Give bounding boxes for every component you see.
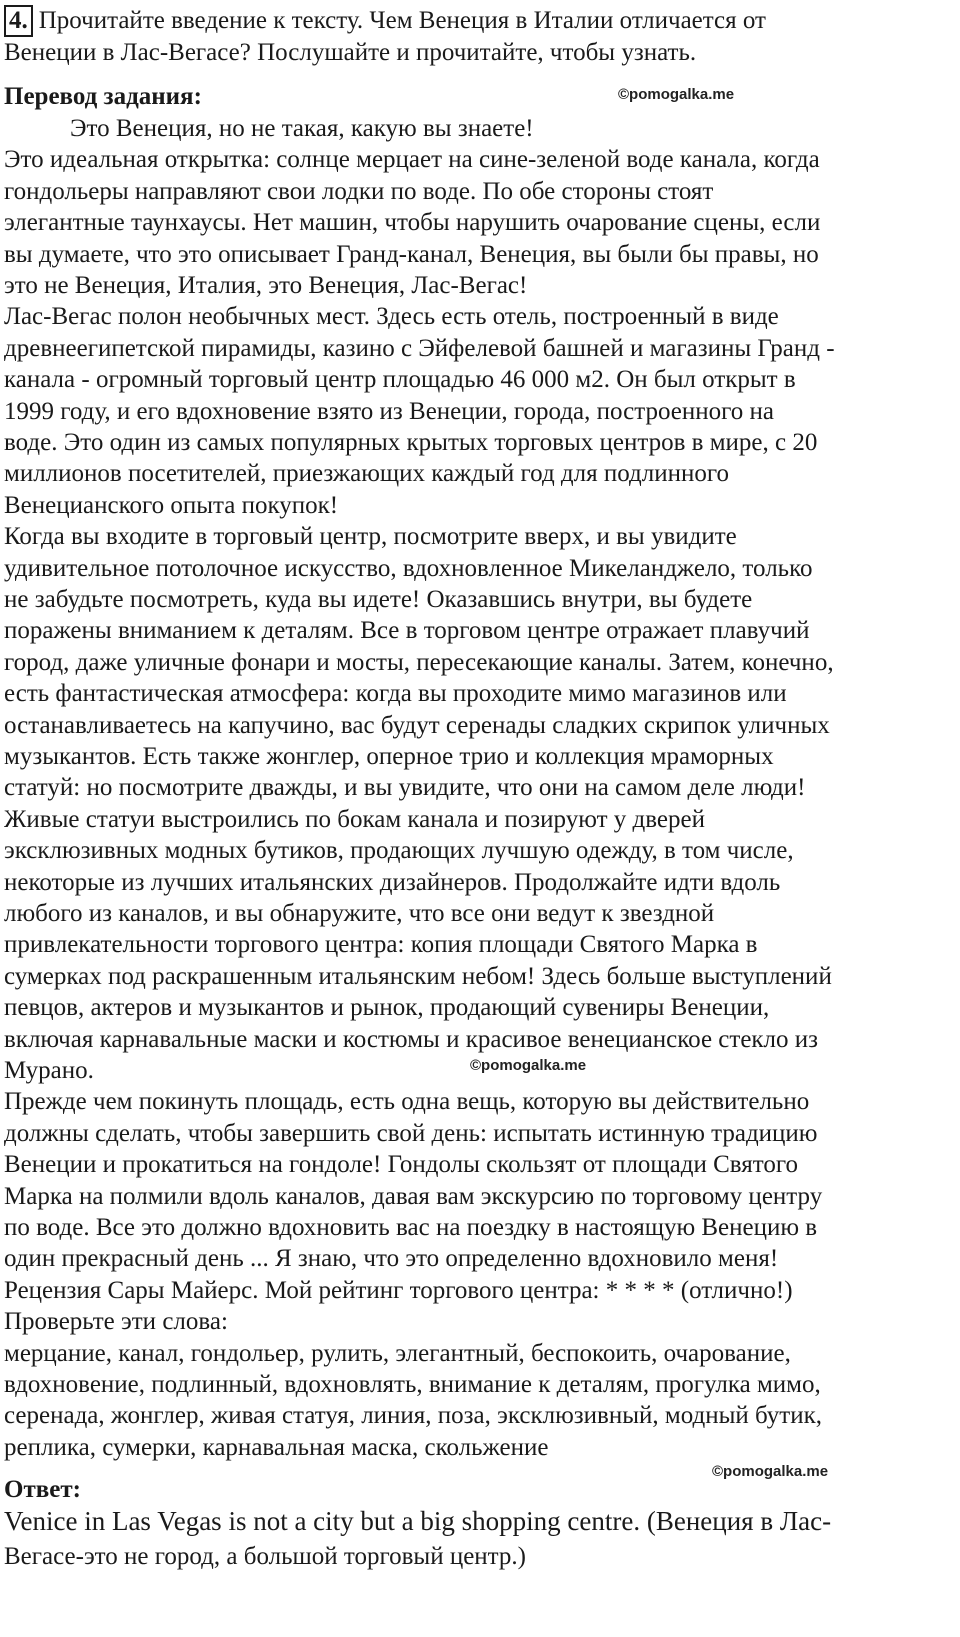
- body-line: Проверьте эти слова:: [4, 1308, 228, 1335]
- body-line: древнеегипетской пирамиды, казино с Эйфелевой башней и магазины Гранд -: [4, 335, 835, 362]
- body-line: привлекательности торгового центра: копия площади Святого Марка в: [4, 931, 758, 958]
- body-line: останавливаетесь на капучино, вас будут серенады сладких скрипок уличных: [4, 712, 830, 739]
- body-line: музыкантов. Есть также жонглер, оперное трио и коллекция мраморных: [4, 743, 774, 770]
- body-line: Это Венеция, но не такая, какую вы знаете!: [70, 115, 534, 142]
- body-line: Марка на полмили вдоль каналов, давая вам экскурсию по торговому центру: [4, 1183, 823, 1210]
- body-line: не забудьте посмотреть, куда вы идете! Оказавшись внутри, вы будете: [4, 586, 753, 613]
- body-line: сумерках под раскрашенным итальянским небом! Здесь больше выступлений: [4, 963, 832, 990]
- task-line-1: [4, 4, 766, 37]
- task-number: 4.: [4, 5, 33, 37]
- body-line: поражены вниманием к деталям. Все в торговом центре отражает плавучий: [4, 617, 810, 644]
- body-line: удивительное потолочное искусство, вдохновленное Микеланджело, только: [4, 555, 813, 582]
- body-line: любого из каналов, и вы обнаружите, что все они ведут к звездной: [4, 900, 715, 927]
- body-line: один прекрасный день ... Я знаю, что это определенно вдохновило меня!: [4, 1245, 779, 1272]
- body-line: миллионов посетителей, приезжающих каждый год для подлинного: [4, 460, 729, 487]
- body-line: элегантные таунхаусы. Нет машин, чтобы нарушить очарование сцены, если: [4, 209, 821, 236]
- body-line: должны сделать, чтобы завершить свой день: испытать истинную традицию: [4, 1120, 818, 1147]
- body-line: эксклюзивных модных бутиков, продающих лучшую одежду, в том числе,: [4, 837, 794, 864]
- body-line: Это идеальная открытка: солнце мерцает на сине-зеленой воде канала, когда: [4, 146, 820, 173]
- answer-line-2: Вегасе-это не город, а большой торговый центр.): [4, 1543, 526, 1570]
- answer-heading: Ответ:: [4, 1476, 81, 1503]
- task-text-1: Прочитайте введение к тексту. Чем Венеция в Италии отличается от: [38, 7, 766, 34]
- body-line: вдохновение, подлинный, вдохновлять, внимание к деталям, прогулка мимо,: [4, 1371, 821, 1398]
- body-line: Венецианского опыта покупок!: [4, 492, 339, 519]
- body-line: по воде. Все это должно вдохновить вас на поездку в настоящую Венецию в: [4, 1214, 818, 1241]
- watermark: ©pomogalka.me: [712, 1463, 829, 1480]
- body-line: мерцание, канал, гондольер, рулить, элегантный, беспокоить, очарование,: [4, 1340, 791, 1367]
- body-line: серенада, жонглер, живая статуя, линия, поза, эксклюзивный, модный бутик,: [4, 1402, 823, 1429]
- body-line: Живые статуи выстроились по бокам канала и позируют у дверей: [4, 806, 705, 833]
- body-line: некоторые из лучших итальянских дизайнеров. Продолжайте идти вдоль: [4, 869, 781, 896]
- watermark: ©pomogalka.me: [470, 1057, 587, 1074]
- body-line: город, даже уличные фонари и мосты, пересекающие каналы. Затем, конечно,: [4, 649, 834, 676]
- body-line: воде. Это один из самых популярных крытых торговых центров в мире, с 20: [4, 429, 818, 456]
- translation-heading: Перевод задания:: [4, 83, 202, 110]
- body-line: реплика, сумерки, карнавальная маска, скольжение: [4, 1434, 549, 1461]
- body-line: есть фантастическая атмосфера: когда вы проходите мимо магазинов или: [4, 680, 787, 707]
- body-line: Прежде чем покинуть площадь, есть одна вещь, которую вы действительно: [4, 1088, 810, 1115]
- body-line: это не Венеция, Италия, это Венеция, Лас-Вегас!: [4, 272, 528, 299]
- body-line: Когда вы входите в торговый центр, посмотрите вверх, и вы увидите: [4, 523, 737, 550]
- watermark: ©pomogalka.me: [618, 86, 735, 103]
- body-line: канала - огромный торговый центр площадью 46 000 м2. Он был открыт в: [4, 366, 796, 393]
- body-line: певцов, актеров и музыкантов и рынок, продающий сувениры Венеции,: [4, 994, 770, 1021]
- body-line: гондольеры направляют свои лодки по воде. По обе стороны стоят: [4, 178, 714, 205]
- body-line: статуй: но посмотрите дважды, и вы увидите, что они на самом деле люди!: [4, 774, 806, 801]
- body-line: 1999 году, и его вдохновение взято из Венеции, города, построенного на: [4, 398, 774, 425]
- body-line: включая карнавальные маски и костюмы и красивое венецианское стекло из: [4, 1026, 819, 1053]
- body-line: Лас-Вегас полон необычных мест. Здесь есть отель, построенный в виде: [4, 303, 779, 330]
- body-line: вы думаете, что это описывает Гранд-канал, Венеция, вы были бы правы, но: [4, 241, 819, 268]
- body-line: Венеции и прокатиться на гондоле! Гондолы скользят от площади Святого: [4, 1151, 798, 1178]
- answer-line-1: Venice in Las Vegas is not a city but a big shopping centre. (Венеция в Лас-: [4, 1506, 832, 1536]
- body-line: Мурано.: [4, 1057, 94, 1084]
- task-line-2: Венеции в Лас-Вегасе? Послушайте и прочитайте, чтобы узнать.: [4, 39, 697, 66]
- body-line: Рецензия Сары Майерс. Мой рейтинг торгового центра: * * * * (отлично!): [4, 1277, 793, 1304]
